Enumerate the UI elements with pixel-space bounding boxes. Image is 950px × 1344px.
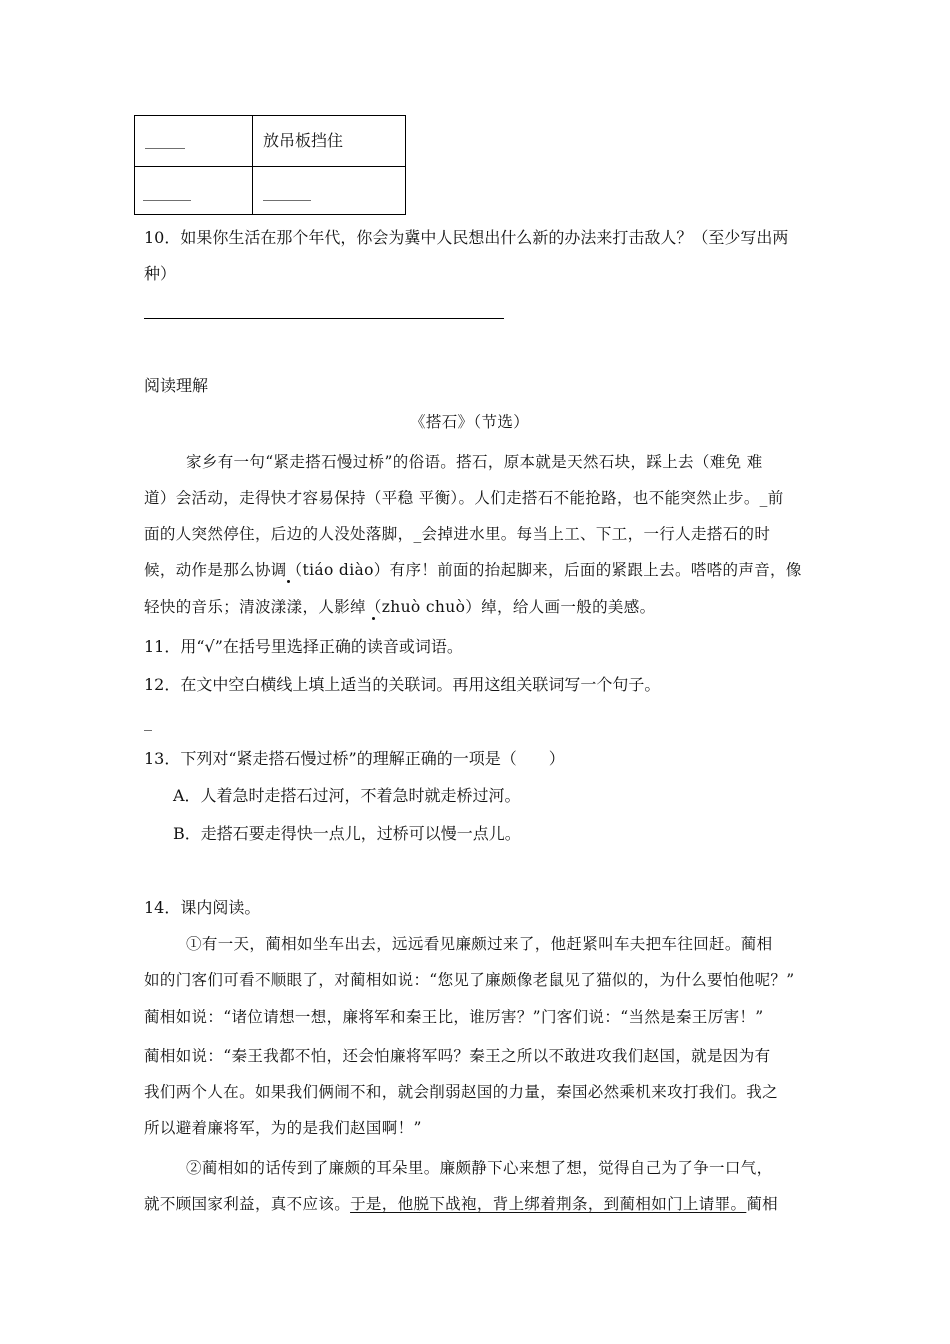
passage-line [144, 1194, 778, 1214]
passage-line: ②蔺相如的话传到了廉颇的耳朵里。廉颇静下心来想了想，觉得自己为了争一口气， [186, 1159, 773, 1177]
table-blank: ______ [143, 182, 191, 201]
question-13: 13．下列对“紧走搭石慢过桥”的理解正确的一项是（ ） [144, 749, 565, 768]
passage-line: 所以避着廉将军，为的是我们赵国啊！” [144, 1119, 422, 1137]
question-14-title: 14．课内阅读。 [144, 898, 261, 917]
answer-table [134, 115, 406, 215]
passage-line: 蔺相如说：“诸位请想一想，廉将军和秦王比，谁厉害？”门客们说：“当然是秦王厉害！” [144, 1008, 764, 1026]
question-12: 12．在文中空白横线上填上适当的关联词。再用这组关联词写一个句子。 [144, 675, 661, 694]
table-row [135, 166, 405, 216]
question-11: 11．用“√”在括号里选择正确的读音或词语。 [144, 637, 463, 656]
table-divider [252, 116, 253, 214]
option-b[interactable]: B．走搭石要走得快一点儿，过桥可以慢一点儿。 [173, 824, 521, 843]
passage-text: 就不顾国家利益，真不应该。 [144, 1195, 351, 1213]
answer-line[interactable] [144, 318, 504, 319]
passage-title: 《搭石》（节选） [410, 413, 530, 431]
table-blank: _____ [145, 130, 185, 149]
passage-line: 家乡有一句“紧走搭石慢过桥”的俗语。搭石，原本就是天然石块，踩上去（难免 难 [186, 453, 763, 471]
passage-line: 候，动作是那么协调（tiáo diào）有序！前面的抬起脚来，后面的紧跟上去。嗒嗒的声音，像 [144, 561, 802, 579]
passage-text: 蔺相 [746, 1195, 779, 1213]
question-10-line1: 10．如果你生活在那个年代，你会为冀中人民想出什么新的办法来打击敌人？（至少写出两 [144, 228, 789, 247]
passage-line: 如的门客们可看不顺眼了，对蔺相如说：“您见了廉颇像老鼠见了猫似的，为什么要怕他呢？” [144, 971, 795, 989]
question-10-line2: 种） [144, 264, 177, 283]
emphasis-dot [372, 617, 375, 620]
passage-line: ①有一天，蔺相如坐车出去，远远看见廉颇过来了，他赶紧叫车夫把车往回赶。蔺相 [186, 935, 773, 953]
section-title: 阅读理解 [144, 376, 209, 395]
passage-line: 我们两个人在。如果我们俩闹不和，就会削弱赵国的力量，秦国必然乘机来攻打我们。我之 [144, 1083, 779, 1101]
table-cell-text: 放吊板挡住 [263, 131, 344, 150]
passage-line: 面的人突然停住，后边的人没处落脚，_会掉进水里。每当上工、下工，一行人走搭石的时 [144, 525, 771, 543]
question-12-blank: _ [144, 712, 152, 731]
underlined-sentence: 于是，他脱下战袍，背上绑着荆条，到蔺相如门上请罪。 [350, 1195, 747, 1213]
table-row [135, 116, 405, 167]
passage-line: 轻快的音乐；清波漾漾，人影绰（zhuò chuò）绰，给人画一般的美感。 [144, 598, 656, 616]
passage-line: 道）会活动，走得快才容易保持（平稳 平衡）。人们走搭石不能抢路，也不能突然止步。_前 [144, 489, 784, 507]
emphasis-dot [287, 580, 290, 583]
option-a[interactable]: A．人着急时走搭石过河，不着急时就走桥过河。 [173, 786, 521, 805]
table-blank: ______ [263, 182, 311, 201]
passage-line: 蔺相如说：“秦王我都不怕，还会怕廉将军吗？秦王之所以不敢进攻我们赵国，就是因为有 [144, 1047, 771, 1065]
